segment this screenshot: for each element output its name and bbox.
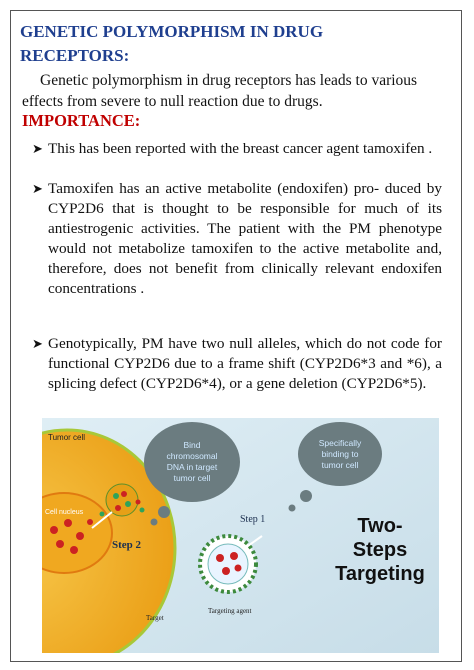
bullet-text: This has been reported with the breast cancer agent tamoxifen . [48, 140, 433, 157]
targeting-agent-core [208, 544, 248, 584]
intro-line-1: Genetic polymorphism in drug receptors has leads to various [40, 72, 418, 89]
tumor-cell-label: Tumor cell [48, 433, 86, 442]
bullet-item [32, 139, 442, 159]
figure-title-line: Two- [357, 515, 403, 537]
bullet-item [32, 334, 442, 394]
bubble-tail-dot [151, 519, 158, 526]
targeting-agent-label: Targeting agent [208, 607, 252, 615]
bullet-item [32, 179, 442, 299]
bubble-right-line: Specifically [318, 438, 362, 448]
bubble-tail-dot [300, 490, 312, 502]
bubble-left-line: Bind [183, 440, 201, 450]
vesicle-shape [106, 484, 138, 516]
bubble-left-line: DNA in target [166, 462, 218, 472]
bullet-text: Genotypically, PM have two null alleles, which do not code for functional CYP2D6 due to a frame shift (CYP2D6*3 and *6), a splicing defect (CYP2D6*4), or a gene deletion (CYP2D6*5). [48, 335, 442, 392]
bubble-right-text [319, 438, 362, 470]
title-line-2: RECEPTORS: [20, 46, 130, 65]
importance-heading: IMPORTANCE: [22, 111, 141, 130]
step2-label: Step 2 [112, 539, 142, 551]
bubble-left-line: chromosomal [166, 451, 218, 461]
two-steps-targeting-figure [42, 418, 439, 653]
intro-line-2: effects from severe to null reaction due to drugs. [22, 93, 323, 110]
arrow-bullet-icon: ➤ [32, 181, 43, 196]
intro-paragraph [22, 70, 452, 112]
page-title [20, 20, 450, 68]
title-line-1: GENETIC POLYMORPHISM IN DRUG [20, 22, 324, 41]
bubble-left-line: tumor cell [173, 473, 211, 483]
step1-label: Step 1 [240, 514, 266, 525]
bubble-tail-dot [289, 505, 296, 512]
arrow-bullet-icon: ➤ [32, 141, 43, 156]
figure-title-line: Targeting [335, 563, 425, 585]
bubble-right-line: binding to [321, 449, 359, 459]
target-label: Target [146, 614, 164, 622]
bubble-right-line: tumor cell [321, 460, 359, 470]
bullet-text: Tamoxifen has an active metabolite (endoxifen) pro- duced by CYP2D6 that is thought to be responsible for much of its antiestrogenic activities. The patient with the PM phenotype would not metabolize tamoxifen to the active metabolite and, therefore, does not benefit from clinically relevant endoxifen concentrations . [48, 180, 442, 297]
figure-title-line: Steps [352, 539, 408, 561]
bubble-tail-dot [158, 506, 170, 518]
arrow-bullet-icon: ➤ [32, 336, 43, 351]
cell-nucleus-label: Cell nucleus [45, 509, 84, 516]
